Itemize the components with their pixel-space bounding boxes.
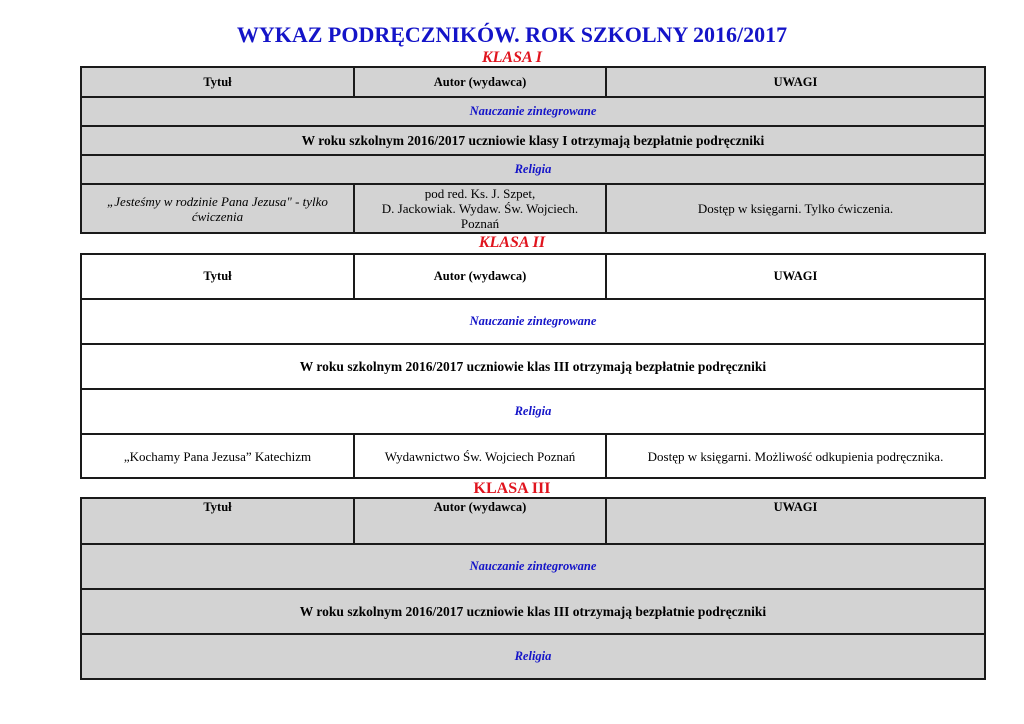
section-integrated: Nauczanie zintegrowane — [81, 299, 985, 344]
header-title: Tytuł — [81, 498, 354, 544]
book-title: „Jesteśmy w rodzinie Pana Jezusa" - tylko ćwiczenia — [81, 184, 354, 233]
book-author-line: D. Jackowiak. Wydaw. Św. Wojciech. — [381, 201, 579, 216]
book-author — [354, 184, 606, 233]
page-title: WYKAZ PODRĘCZNIKÓW. ROK SZKOLNY 2016/2017 — [236, 22, 788, 47]
info-row: W roku szkolnym 2016/2017 uczniowie klasy I otrzymają bezpłatnie podręczniki — [81, 126, 985, 155]
klasa-3-heading: KLASA III — [473, 480, 551, 497]
info-row: W roku szkolnym 2016/2017 uczniowie klas III otrzymają bezpłatnie podręczniki — [81, 589, 985, 634]
header-notes: UWAGI — [606, 498, 985, 544]
header-author: Autor (wydawca) — [354, 498, 606, 544]
book-title: „Kochamy Pana Jezusa” Katechizm — [81, 434, 354, 478]
klasa-2-table — [80, 253, 986, 479]
book-notes: Dostęp w księgarni. Tylko ćwiczenia. — [606, 184, 985, 233]
book-author: Wydawnictwo Św. Wojciech Poznań — [354, 434, 606, 478]
klasa-2-heading: KLASA II — [478, 234, 546, 251]
section-integrated: Nauczanie zintegrowane — [81, 97, 985, 126]
book-notes: Dostęp w księgarni. Możliwość odkupienia podręcznika. — [606, 434, 985, 478]
section-integrated: Nauczanie zintegrowane — [81, 544, 985, 589]
section-religion: Religia — [81, 634, 985, 679]
klasa-1-heading: KLASA I — [481, 49, 543, 66]
header-author: Autor (wydawca) — [354, 254, 606, 299]
header-author: Autor (wydawca) — [354, 67, 606, 97]
header-title: Tytuł — [81, 67, 354, 97]
section-religion: Religia — [81, 155, 985, 184]
klasa-1-table — [80, 66, 986, 234]
section-religion: Religia — [81, 389, 985, 434]
header-notes: UWAGI — [606, 67, 985, 97]
book-author-line: pod red. Ks. J. Szpet, — [424, 186, 536, 201]
header-title: Tytuł — [81, 254, 354, 299]
header-notes: UWAGI — [606, 254, 985, 299]
klasa-3-table — [80, 497, 986, 680]
book-author-line: Poznań — [460, 216, 500, 231]
info-row: W roku szkolnym 2016/2017 uczniowie klas III otrzymają bezpłatnie podręczniki — [81, 344, 985, 389]
